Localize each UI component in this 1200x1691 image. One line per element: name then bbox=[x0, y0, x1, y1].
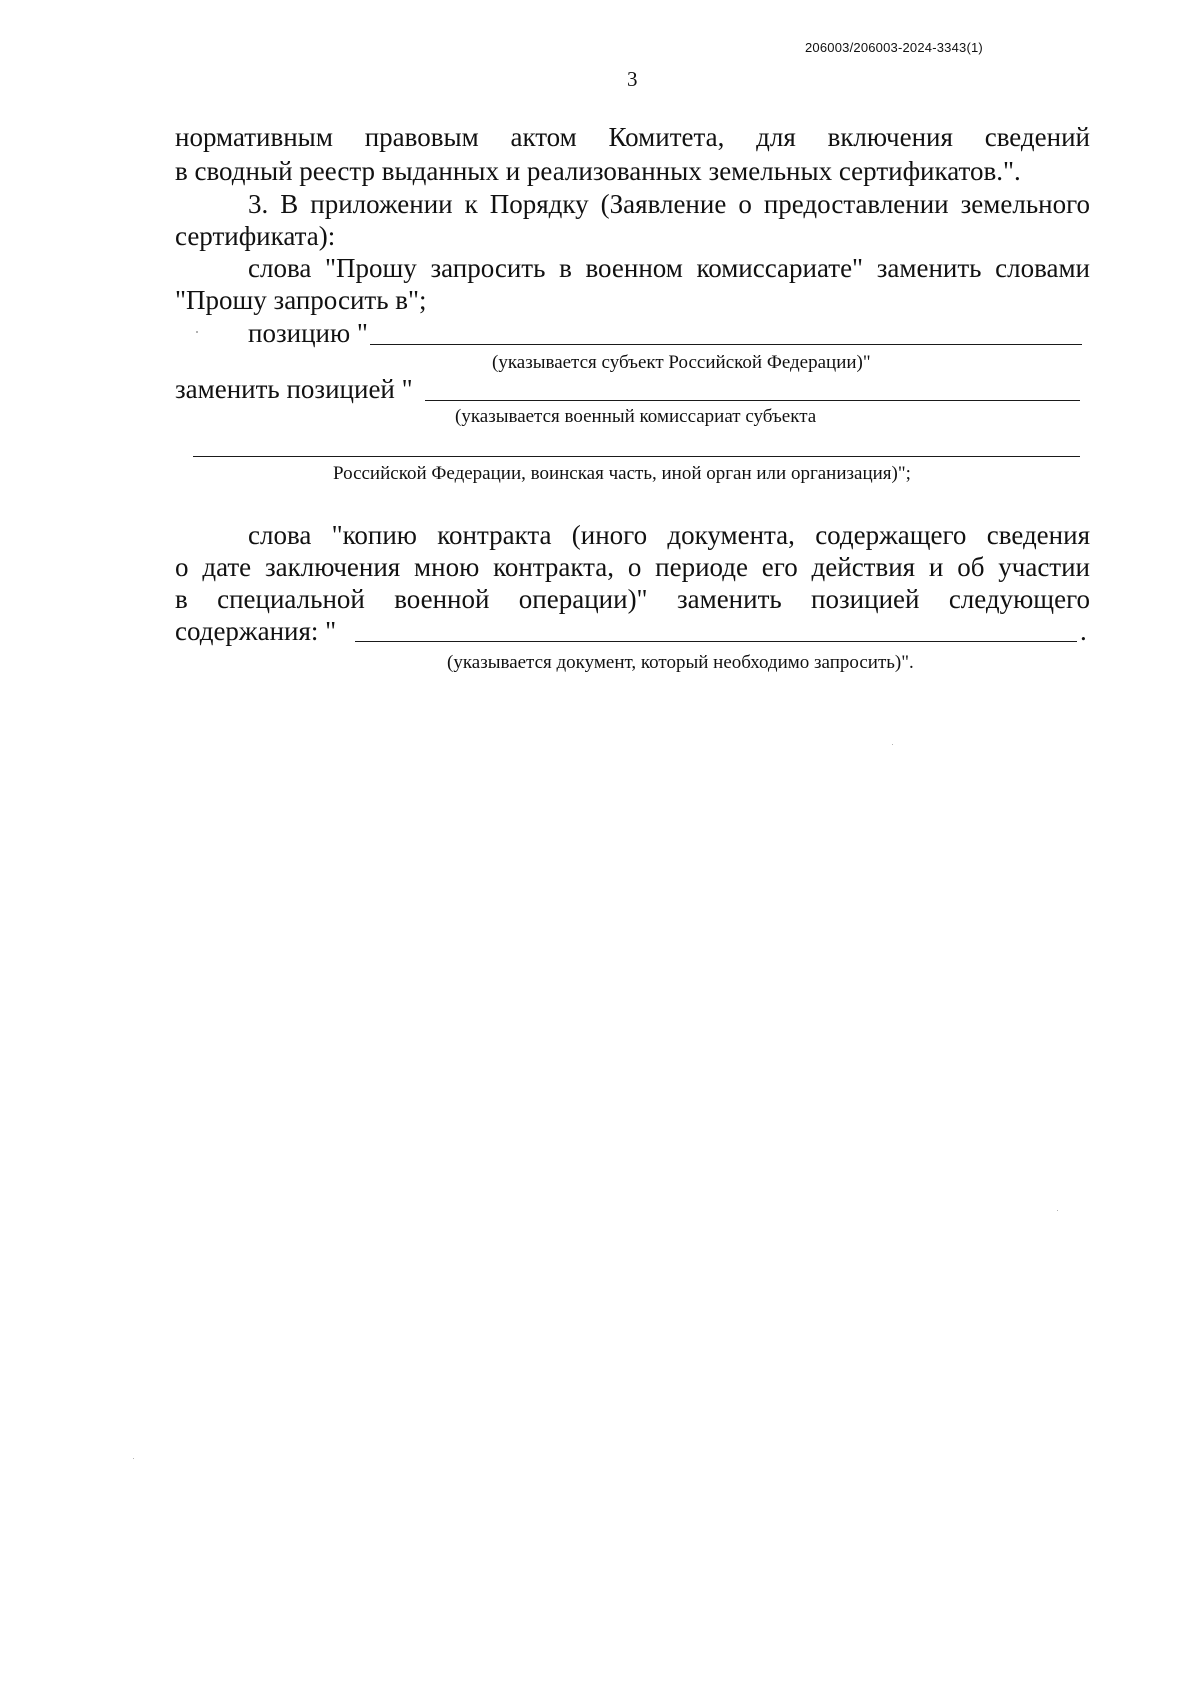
replace-blank-line bbox=[425, 400, 1080, 401]
para4-line4-end: . bbox=[1080, 616, 1087, 646]
replace-label: заменить позицией " bbox=[175, 374, 413, 404]
scan-speck bbox=[196, 331, 198, 333]
para2-line1: 3. В приложении к Порядку (Заявление о предоставлении земельного bbox=[248, 189, 1090, 219]
position-caption: (указывается субъект Российской Федерации)" bbox=[492, 352, 871, 373]
replace-caption-line1: (указывается военный комиссариат субъекта bbox=[455, 406, 817, 427]
para4-line3: в специальной военной операции)" заменить позицией следующего bbox=[175, 584, 1090, 614]
document-blank-line bbox=[355, 641, 1077, 642]
scan-speck bbox=[133, 1458, 134, 1459]
document-caption: (указывается документ, который необходимо запросить)". bbox=[447, 652, 914, 673]
position-blank-line bbox=[370, 344, 1082, 345]
page-number: 3 bbox=[627, 67, 638, 91]
para3-line2: "Прошу запросить в"; bbox=[175, 285, 427, 315]
para3-line1: слова "Прошу запросить в военном комиссариате" заменить словами bbox=[248, 253, 1090, 283]
para1-line2: в сводный реестр выданных и реализованных земельных сертификатов.". bbox=[175, 156, 1021, 186]
para4-line2: о дате заключения мною контракта, о периоде его действия и об участии bbox=[175, 552, 1090, 582]
para2-line2: сертификата): bbox=[175, 221, 336, 251]
para4-line1: слова "копию контракта (иного документа, содержащего сведения bbox=[248, 520, 1090, 550]
para1-line1: нормативным правовым актом Комитета, для включения сведений bbox=[175, 122, 1090, 152]
document-id: 206003/206003-2024-3343(1) bbox=[805, 40, 983, 55]
scan-speck bbox=[1057, 1210, 1058, 1211]
para4-line4-label: содержания: " bbox=[175, 616, 337, 646]
scan-speck bbox=[892, 744, 893, 745]
replace-caption-line2: Российской Федерации, воинская часть, иной орган или организация)"; bbox=[333, 463, 911, 484]
position-label: позицию " bbox=[248, 318, 368, 348]
replace-blank-line-2 bbox=[193, 456, 1080, 457]
